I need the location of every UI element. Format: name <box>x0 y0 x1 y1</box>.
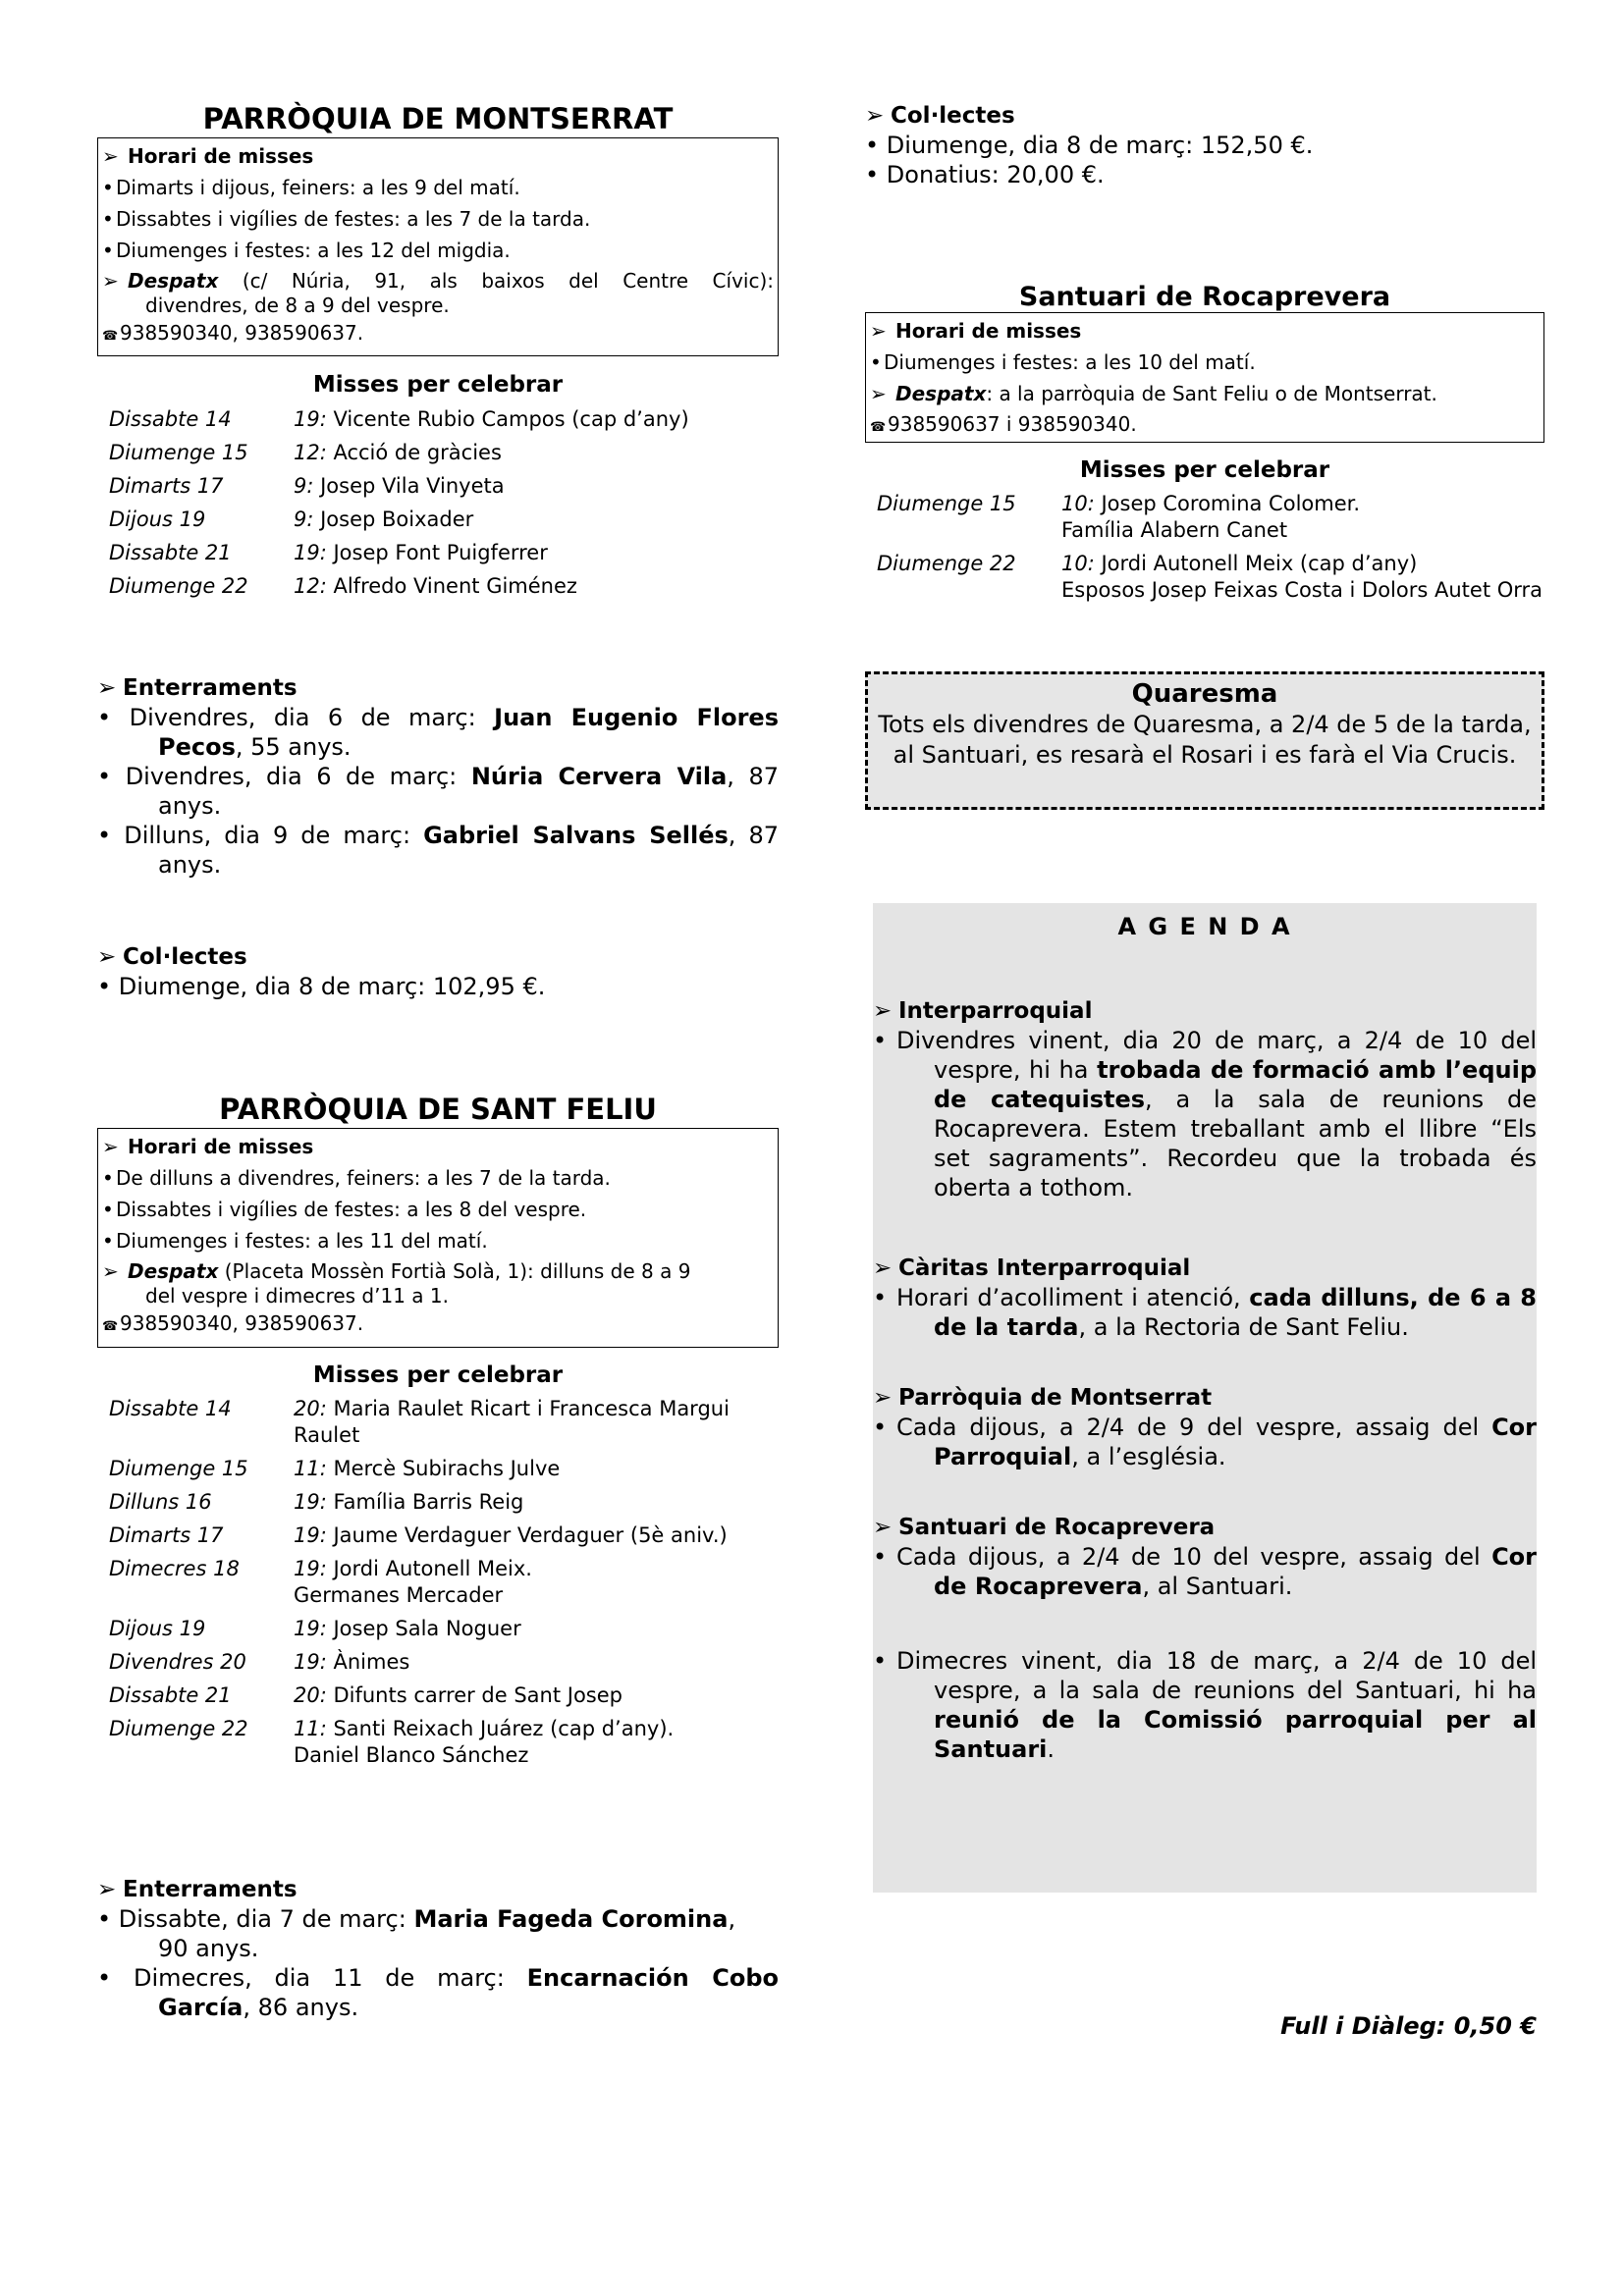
rocaprevera-masses-list <box>865 487 1544 607</box>
montserrat-masses-list <box>97 402 779 603</box>
arrow-icon: ➢ <box>97 1877 117 1902</box>
agenda-text-end: , a la sala de reunions de Rocaprevera. Estem treballant amb el llibre “Els set sagraments”. Recordeu que la trobada és oberta a tothom. <box>934 1086 1537 1201</box>
bullet-icon: • <box>870 350 882 374</box>
agenda-section-heading <box>873 1254 1537 1283</box>
mass-intention <box>294 536 779 569</box>
mass-row <box>97 536 779 569</box>
agenda-section-heading <box>873 1383 1537 1413</box>
mass-day: Diumenge 15 <box>109 1457 248 1480</box>
bullet-icon: • <box>873 1543 888 1571</box>
mass-day: Dimecres 18 <box>109 1557 240 1580</box>
bullet-icon: • <box>102 207 114 231</box>
schedule-heading: Horari de misses <box>895 319 1082 343</box>
mass-row <box>97 503 779 536</box>
mass-row <box>97 1679 779 1712</box>
schedule-item: Diumenges i festes: a les 11 del matí. <box>116 1229 488 1253</box>
agenda-text: Horari d’acolliment i atenció, <box>896 1284 1250 1311</box>
mass-intention <box>294 1679 779 1712</box>
agenda-section-heading <box>873 1513 1537 1542</box>
mass-day: Dissabte 21 <box>109 1683 232 1707</box>
mass-row <box>97 1519 779 1552</box>
mass-intention <box>294 1392 779 1452</box>
montserrat-collections <box>97 942 779 1001</box>
mass-hour: 19: <box>294 1523 327 1547</box>
mass-text-cont: Germanes Mercader <box>294 1583 504 1607</box>
mass-text: Alfredo Vinent Giménez <box>326 574 577 598</box>
phone-icon: ☎ <box>102 1319 119 1334</box>
mass-intention <box>294 1645 779 1679</box>
funeral-date: Dissabte, dia 7 de març: <box>118 1905 414 1933</box>
agenda-heading-text: Interparroquial <box>898 998 1093 1024</box>
bullet-icon: • <box>102 1198 114 1221</box>
mass-hour: 11: <box>294 1457 327 1480</box>
arrow-icon: ➢ <box>873 1255 893 1281</box>
office-label: Despatx <box>128 269 219 293</box>
mass-intention <box>1061 547 1544 607</box>
bullet-icon: • <box>97 1905 112 1933</box>
phone-numbers: 938590340, 938590637. <box>120 1311 364 1335</box>
mass-text: Difunts carrer de Sant Josep <box>326 1683 623 1707</box>
mass-row <box>97 469 779 503</box>
mass-intention <box>294 569 779 603</box>
arrow-icon: ➢ <box>97 944 117 970</box>
mass-hour: 19: <box>294 1557 327 1580</box>
agenda-text-end: , a la Rectoria de Sant Feliu. <box>1078 1313 1409 1341</box>
mass-hour: 11: <box>294 1717 327 1740</box>
funerals-heading: Enterraments <box>123 675 298 701</box>
mass-text: Jordi Autonell Meix (cap d’any) <box>1094 552 1418 575</box>
mass-hour: 19: <box>294 1490 327 1514</box>
mass-row <box>97 1452 779 1485</box>
agenda-text-end: , al Santuari. <box>1142 1573 1293 1600</box>
funeral-name: Núria Cervera Vila <box>470 763 728 790</box>
funeral-age-cont: 90 anys. <box>158 1935 259 1962</box>
collection-item: Diumenge, dia 8 de març: 152,50 €. <box>886 132 1314 159</box>
schedule-item: Dimarts i dijous, feiners: a les 9 del matí. <box>116 176 520 199</box>
office-text-cont: del vespre i dimecres d’11 a 1. <box>145 1284 449 1308</box>
mass-row <box>97 1485 779 1519</box>
mass-hour: 12: <box>294 574 327 598</box>
agenda-title: A G E N D A <box>1117 913 1292 940</box>
mass-hour: 19: <box>294 1650 327 1674</box>
mass-text: Vicente Rubio Campos (cap d’any) <box>326 407 689 431</box>
collection-item: Diumenge, dia 8 de març: 102,95 €. <box>118 973 546 1000</box>
bullet-icon: • <box>102 1166 114 1190</box>
mass-row <box>97 1612 779 1645</box>
mass-intention <box>294 1612 779 1645</box>
agenda-heading-text: Parròquia de Montserrat <box>898 1385 1213 1411</box>
lent-text: Tots els divendres de Quaresma, a 2/4 de 5 de la tarda, al Santuari, es resarà el Rosari i es farà el Via Crucis. <box>878 711 1532 769</box>
mass-hour: 9: <box>294 474 314 498</box>
office-text-cont: divendres, de 8 a 9 del vespre. <box>145 294 450 317</box>
mass-text: Jaume Verdaguer Verdaguer (5è aniv.) <box>326 1523 728 1547</box>
mass-text: Acció de gràcies <box>326 441 502 464</box>
mass-intention <box>294 1552 779 1612</box>
bullet-icon: • <box>102 176 114 199</box>
arrow-icon: ➢ <box>102 1135 119 1158</box>
bullet-icon: • <box>97 763 112 790</box>
schedule-item: Diumenges i festes: a les 10 del matí. <box>884 350 1256 374</box>
agenda-box <box>873 903 1537 1893</box>
arrow-icon: ➢ <box>97 675 117 701</box>
mass-day: Diumenge 15 <box>109 441 248 464</box>
mass-text: Maria Raulet Ricart i Francesca Margui Raulet <box>294 1397 730 1447</box>
mass-text: Família Barris Reig <box>326 1490 524 1514</box>
montserrat-schedule-box <box>97 137 779 356</box>
agenda-section <box>873 1383 1537 1471</box>
agenda-highlight: reunió de la Comissió parroquial per al Santuari <box>934 1706 1537 1763</box>
arrow-icon: ➢ <box>873 1385 893 1411</box>
schedule-heading: Horari de misses <box>128 144 314 168</box>
phone-numbers: 938590637 i 938590340. <box>888 412 1137 436</box>
arrow-icon: ➢ <box>870 382 887 405</box>
funeral-age: , 55 anys. <box>235 733 352 761</box>
mass-row <box>865 547 1544 607</box>
montserrat-title: PARRÒQUIA DE MONTSERRAT <box>202 102 674 135</box>
agenda-heading-text: Santuari de Rocaprevera <box>898 1515 1216 1540</box>
mass-text: Josep Boixader <box>313 507 474 531</box>
agenda-heading-text: Càritas Interparroquial <box>898 1255 1191 1281</box>
sant-feliu-funerals <box>97 1875 779 2022</box>
sant-feliu-title: PARRÒQUIA DE SANT FELIU <box>219 1093 657 1126</box>
lent-box <box>865 671 1544 810</box>
funeral-name-cont: García <box>158 1994 244 2021</box>
mass-row <box>97 1392 779 1452</box>
rocaprevera-schedule-box <box>865 312 1544 443</box>
mass-row <box>97 1645 779 1679</box>
phone-numbers: 938590340, 938590637. <box>120 321 364 345</box>
agenda-highlight: Cor de Rocaprevera <box>934 1543 1537 1600</box>
arrow-icon: ➢ <box>102 144 119 168</box>
mass-text: Josep Font Puigferrer <box>326 541 548 564</box>
mass-row <box>865 487 1544 547</box>
agenda-section-heading <box>873 996 1537 1026</box>
arrow-icon: ➢ <box>102 1259 119 1283</box>
mass-intention <box>294 1452 779 1485</box>
funeral-age: , 86 anys. <box>243 1994 359 2021</box>
agenda-text: Cada dijous, a 2/4 de 9 del vespre, assaig del <box>896 1414 1492 1441</box>
office-info <box>102 266 774 318</box>
mass-hour: 10: <box>1061 552 1095 575</box>
mass-text-cont: Esposos Josep Feixas Costa i Dolors Autet Orra <box>1061 578 1543 602</box>
mass-day: Dilluns 16 <box>109 1490 212 1514</box>
bullet-icon: • <box>865 132 880 159</box>
arrow-icon: ➢ <box>873 998 893 1024</box>
mass-intention <box>294 1485 779 1519</box>
mass-row <box>97 402 779 436</box>
funeral-age-cont: anys. <box>158 792 222 820</box>
mass-text: Josep Vila Vinyeta <box>313 474 505 498</box>
sant-feliu-schedule-box <box>97 1128 779 1348</box>
bullet-icon: • <box>873 1647 888 1675</box>
funeral-date: Dilluns, dia 9 de març: <box>124 822 424 849</box>
phone-icon: ☎ <box>870 420 887 435</box>
bullet-icon: • <box>873 1284 888 1311</box>
schedule-item: Dissabtes i vigílies de festes: a les 7 de la tarda. <box>116 207 591 231</box>
funeral-item <box>97 1904 779 1963</box>
mass-day: Dimarts 17 <box>109 1523 224 1547</box>
mass-text: Josep Coromina Colomer. <box>1094 492 1361 515</box>
agenda-highlight: Cor Parroquial <box>934 1414 1537 1470</box>
mass-intention <box>294 503 779 536</box>
bullet-icon: • <box>873 1027 888 1054</box>
funeral-name: Juan Eugenio Flores <box>494 704 779 731</box>
funeral-item <box>97 821 779 880</box>
mass-day: Dijous 19 <box>109 507 206 531</box>
office-info <box>102 1256 774 1308</box>
rocaprevera-masses-heading: Misses per celebrar <box>1079 457 1330 483</box>
agenda-item <box>873 1026 1537 1202</box>
mass-hour: 19: <box>294 541 327 564</box>
agenda-item <box>873 1283 1537 1342</box>
rocaprevera-title: Santuari de Rocaprevera <box>1018 282 1391 312</box>
mass-day: Diumenge 22 <box>877 552 1016 575</box>
mass-day: Dissabte 21 <box>109 541 232 564</box>
agenda-item <box>873 1413 1537 1471</box>
mass-hour: 10: <box>1061 492 1095 515</box>
agenda-section <box>873 1513 1537 1601</box>
sant-feliu-masses-list <box>97 1392 779 1772</box>
office-text: : a la parròquia de Sant Feliu o de Montserrat. <box>986 382 1437 405</box>
mass-day: Diumenge 22 <box>109 1717 248 1740</box>
montserrat-collections-right <box>865 101 1544 189</box>
mass-intention <box>294 402 779 436</box>
funeral-age-cont: anys. <box>158 851 222 879</box>
schedule-item: Diumenges i festes: a les 12 del migdia. <box>116 239 511 262</box>
mass-intention <box>294 1712 779 1772</box>
montserrat-funerals <box>97 673 779 880</box>
funeral-item <box>97 1963 779 2022</box>
schedule-item: Dissabtes i vigílies de festes: a les 8 del vespre. <box>116 1198 587 1221</box>
mass-hour: 19: <box>294 1617 327 1640</box>
phone-icon: ☎ <box>102 329 119 344</box>
bullet-icon: • <box>873 1414 888 1441</box>
price-footer: Full i Diàleg: 0,50 € <box>1280 2012 1537 2040</box>
mass-hour: 9: <box>294 507 314 531</box>
mass-text: Josep Sala Noguer <box>326 1617 521 1640</box>
mass-hour: 19: <box>294 407 327 431</box>
montserrat-masses-heading: Misses per celebrar <box>312 372 564 398</box>
funeral-name: Encarnación Cobo <box>526 1964 779 1992</box>
agenda-text: Divendres vinent, dia 20 de març, a 2/4 de 10 del vespre, hi ha <box>896 1027 1537 1084</box>
agenda-section <box>873 996 1537 1202</box>
agenda-section <box>873 1646 1537 1764</box>
mass-day: Dijous 19 <box>109 1617 206 1640</box>
funeral-date: Dimecres, dia 11 de març: <box>133 1964 527 1992</box>
mass-row <box>97 569 779 603</box>
arrow-icon: ➢ <box>870 319 887 343</box>
mass-text: Mercè Subirachs Julve <box>326 1457 561 1480</box>
mass-text: Ànimes <box>326 1650 410 1674</box>
funeral-date: Divendres, dia 6 de març: <box>125 763 471 790</box>
mass-hour: 20: <box>294 1683 327 1707</box>
mass-hour: 12: <box>294 441 327 464</box>
collection-item: Donatius: 20,00 €. <box>886 161 1105 188</box>
funeral-age: , <box>728 1905 736 1933</box>
mass-day: Dissabte 14 <box>109 1397 232 1420</box>
collections-heading: Col·lectes <box>123 944 247 970</box>
sant-feliu-masses-heading: Misses per celebrar <box>312 1362 564 1388</box>
mass-day: Diumenge 22 <box>109 574 248 598</box>
bullet-icon: • <box>102 1229 114 1253</box>
funeral-name: Maria Fageda Coromina <box>413 1905 729 1933</box>
agenda-item <box>873 1542 1537 1601</box>
funerals-heading: Enterraments <box>123 1877 298 1902</box>
bullet-icon: • <box>97 1964 112 1992</box>
agenda-highlight: trobada de formació amb l’equip de catequistes <box>934 1056 1538 1113</box>
office-text: (Placeta Mossèn Fortià Solà, 1): dilluns de 8 a 9 <box>218 1259 691 1283</box>
bullet-icon: • <box>97 973 112 1000</box>
mass-day: Dissabte 14 <box>109 407 232 431</box>
mass-text: Jordi Autonell Meix. <box>326 1557 532 1580</box>
mass-text-cont: Daniel Blanco Sánchez <box>294 1743 529 1767</box>
funeral-item <box>97 703 779 762</box>
mass-row <box>97 436 779 469</box>
mass-text-cont: Família Alabern Canet <box>1061 518 1288 542</box>
bullet-icon: • <box>97 822 112 849</box>
funeral-age: , 87 <box>727 763 780 790</box>
arrow-icon: ➢ <box>865 103 885 129</box>
agenda-text-end: , a l’església. <box>1071 1443 1226 1470</box>
mass-row <box>97 1712 779 1772</box>
mass-intention <box>294 469 779 503</box>
mass-row <box>97 1552 779 1612</box>
office-label: Despatx <box>895 382 987 405</box>
mass-intention <box>294 1519 779 1552</box>
agenda-text: Cada dijous, a 2/4 de 10 del vespre, assaig del <box>896 1543 1492 1571</box>
office-label: Despatx <box>128 1259 219 1283</box>
mass-intention <box>1061 487 1544 547</box>
agenda-section <box>873 1254 1537 1342</box>
bullet-icon: • <box>102 239 114 262</box>
mass-hour: 20: <box>294 1397 327 1420</box>
bullet-icon: • <box>97 704 112 731</box>
agenda-text: Dimecres vinent, dia 18 de març, a 2/4 de 10 del vespre, a la sala de reunions del Santuari, hi ha <box>896 1647 1537 1704</box>
collections-heading: Col·lectes <box>891 103 1015 129</box>
funeral-name-cont: Pecos <box>158 733 236 761</box>
mass-day: Diumenge 15 <box>877 492 1016 515</box>
agenda-text-end: . <box>1047 1735 1056 1763</box>
schedule-item: De dilluns a divendres, feiners: a les 7 de la tarda. <box>116 1166 611 1190</box>
funeral-item <box>97 762 779 821</box>
mass-text: Santi Reixach Juárez (cap d’any). <box>326 1717 675 1740</box>
arrow-icon: ➢ <box>102 269 119 293</box>
funeral-date: Divendres, dia 6 de març: <box>129 704 495 731</box>
schedule-heading: Horari de misses <box>128 1135 314 1158</box>
mass-day: Divendres 20 <box>109 1650 246 1674</box>
lent-title: Quaresma <box>1131 679 1278 709</box>
arrow-icon: ➢ <box>873 1515 893 1540</box>
mass-day: Dimarts 17 <box>109 474 224 498</box>
agenda-highlight: cada dilluns, de 6 a 8 de la tarda <box>934 1284 1538 1341</box>
funeral-name: Gabriel Salvans Sellés <box>423 822 729 849</box>
agenda-item <box>873 1646 1537 1764</box>
office-text: (c/ Núria, 91, als baixos del Centre Cívic): <box>218 269 774 293</box>
mass-intention <box>294 436 779 469</box>
funeral-age: , 87 <box>728 822 779 849</box>
bullet-icon: • <box>865 161 880 188</box>
